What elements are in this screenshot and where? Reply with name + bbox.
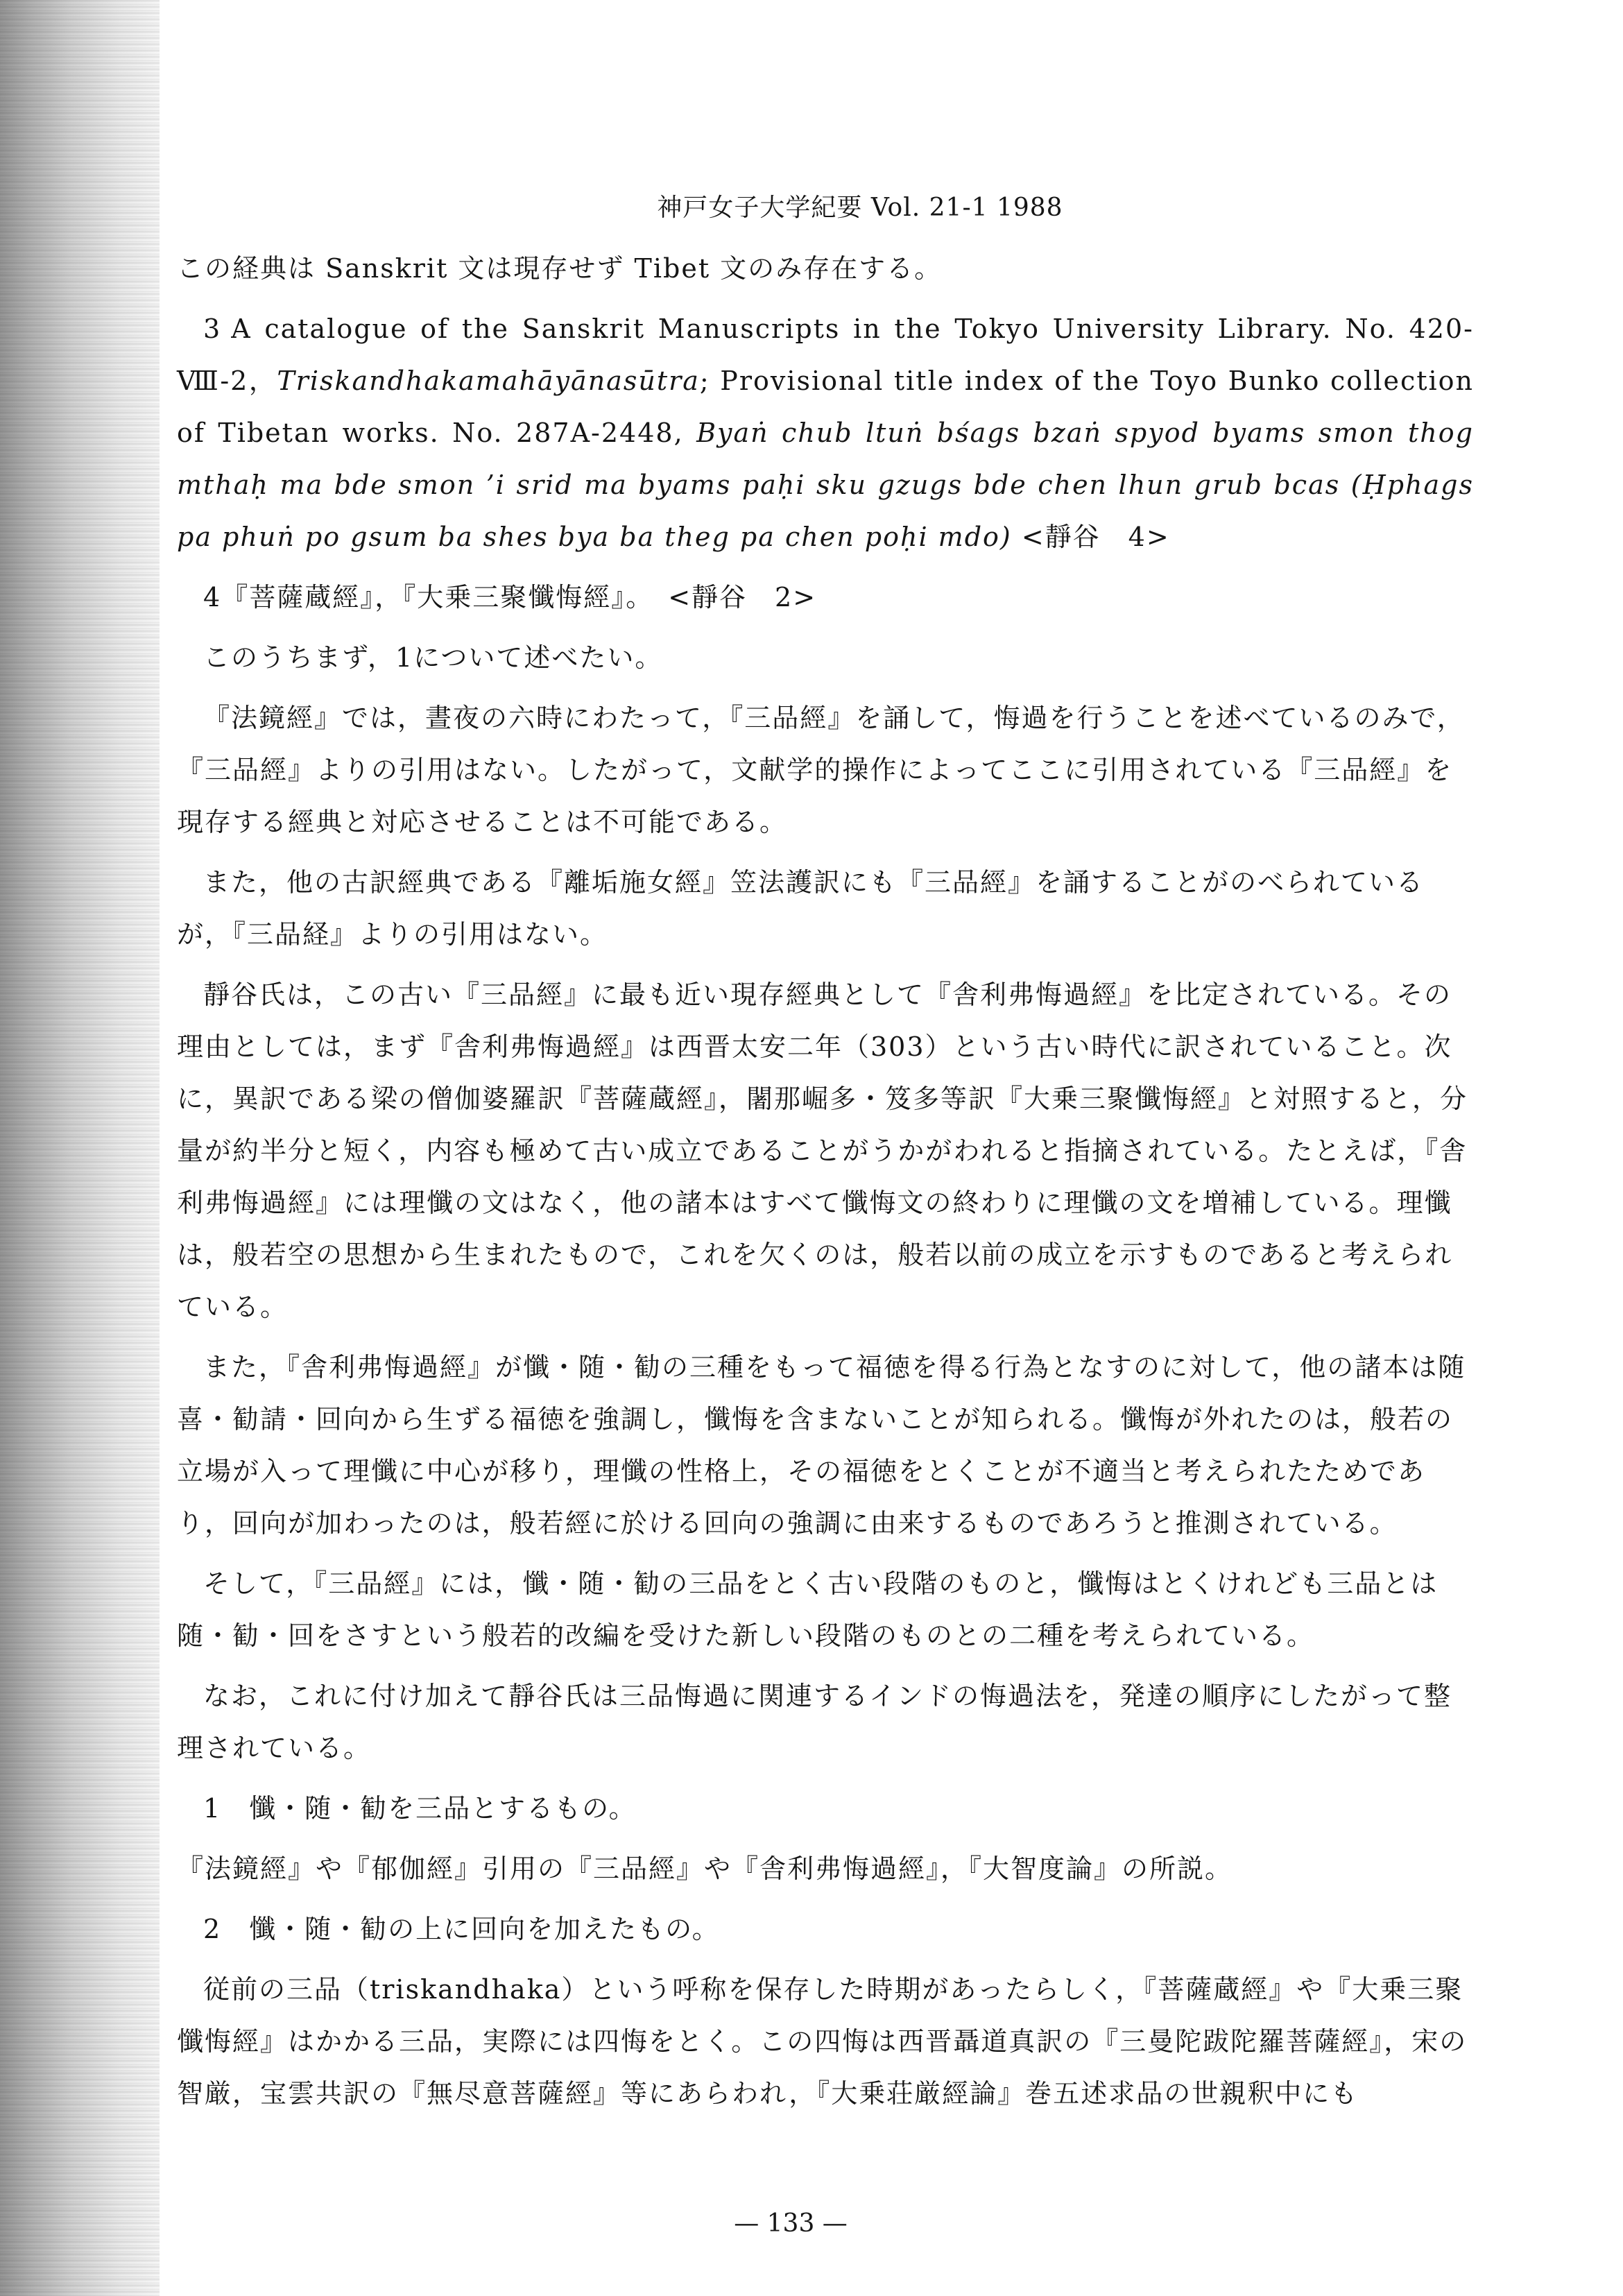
footnote-3-catalogue: A catalogue of the Sanskrit Manuscripts in the Tokyo University Library. No. 420-Ⅷ-2，	[177, 314, 1474, 396]
footnote-number: 3	[203, 314, 222, 344]
running-header: 神戸女子大学紀要 Vol. 21-1 1988	[657, 194, 1063, 222]
list-item: 1 懺・随・勧を三品とするもの。	[203, 1793, 637, 1824]
page-number: — 133 —	[734, 2209, 848, 2238]
footnote-3-tibetan-title: Byaṅ chub ltuṅ bśags bzaṅ spyod byams smon thog mthaḥ ma bde smon ’i srid ma byams paḥi sku gzugs bde chen lhun grub bcas (Ḥphags pa phuṅ po gsum ba shes bya ba theg pa chen poḥi mdo)	[177, 418, 1474, 552]
paragraph: 『法鏡經』では，晝夜の六時にわたって，『三品經』を誦して，悔過を行うことを述べているのみで，『三品經』よりの引用はない。したがって，文献学的操作によってここに引用されている『三品經』を現存する經典と対応させることは不可能である。	[177, 703, 1465, 837]
scan-binding-edge	[0, 0, 160, 2296]
document-page	[177, 187, 1474, 2128]
paragraph: 従前の三品（triskandhaka）という呼称を保存した時期があったらしく，『菩薩蔵經』や『大乗三聚懺悔經』はかかる三品，実際には四悔をとく。この四悔は西晋聶道真訳の『三曼陀跋陀羅菩薩經』，宋の智厳，宝雲共訳の『無尽意菩薩經』等にあらわれ，『大乗荘厳經論』巻五述求品の世親釈中にも	[177, 1974, 1468, 2109]
paragraph: そして，『三品經』には，懺・随・勧の三品をとく古い段階のものと，懺悔はとくけれども三品とは随・勧・回をさすという般若的改編を受けた新しい段階のものとの二種を考えられている。	[177, 1568, 1439, 1651]
list-item-detail: 『法鏡經』や『郁伽經』引用の『三品經』や『舎利弗悔過經』，『大智度論』の所説。	[177, 1853, 1233, 1884]
footnote-3-source: <靜谷 4>	[1011, 522, 1170, 552]
footnote-3-sutra-title: Triskandhakamahāyānasūtra	[277, 366, 700, 396]
footnote-3	[177, 303, 1474, 563]
footnote-4	[177, 572, 1474, 624]
paragraph: また，『舎利弗悔過經』が懺・随・勧の三種をもって福徳を得る行為となすのに対して，他の諸本は随喜・勧請・回向から生ずる福徳を強調し，懺悔を含まないことが知られる。懺悔が外れたのは，般若の立場が入って理懺に中心が移り，理懺の性格上，その福徳をとくことが不適当と考えられたためであり，回向が加わったのは，般若經に於ける回向の強調に由来するものであろうと推測されている。	[177, 1352, 1466, 1539]
footnote-number: 4	[203, 582, 222, 612]
paragraph: なお，これに付け加えて靜谷氏は三品悔過に関連するインドの悔過法を，発達の順序にしたがって整理されている。	[177, 1681, 1452, 1763]
footnote-4-text: 『菩薩蔵經』，『大乗三聚懺悔經』。 <靜谷 2>	[221, 582, 817, 612]
paragraph: 靜谷氏は，この古い『三品經』に最も近い現存經典として『舎利弗悔過經』を比定されている。その理由としては，まず『舎利弗悔過經』は西晋太安二年（303）という古い時代に訳されていること。次に，異訳である梁の僧伽婆羅訳『菩薩蔵經』，闍那崛多・笈多等訳『大乗三聚懺悔經』と対照すると，分量が約半分と短く，内容も極めて古い成立であることがうかがわれると指摘されている。たとえば，『舎利弗悔過經』には理懺の文はなく，他の諸本はすべて懺悔文の終わりに理懺の文を増補している。理懺は，般若空の思想から生まれたもので，これを欠くのは，般若以前の成立を示すものであると考えられている。	[177, 979, 1468, 1322]
footnote-3-index: ; Provisional title index of the Toyo Bunko collection of Tibetan works. No. 287A-2448,	[177, 366, 1474, 448]
list-item: 2 懺・随・勧の上に回向を加えたもの。	[203, 1914, 720, 1944]
paragraph: このうちまず，1について述べたい。	[203, 642, 663, 673]
paragraph-intro: この経典は Sanskrit 文は現存せず Tibet 文のみ存在する。	[177, 253, 943, 284]
paragraph: また，他の古訳經典である『離垢施女經』笠法護訳にも『三品經』を誦することがのべられているが，『三品経』よりの引用はない。	[177, 867, 1425, 950]
